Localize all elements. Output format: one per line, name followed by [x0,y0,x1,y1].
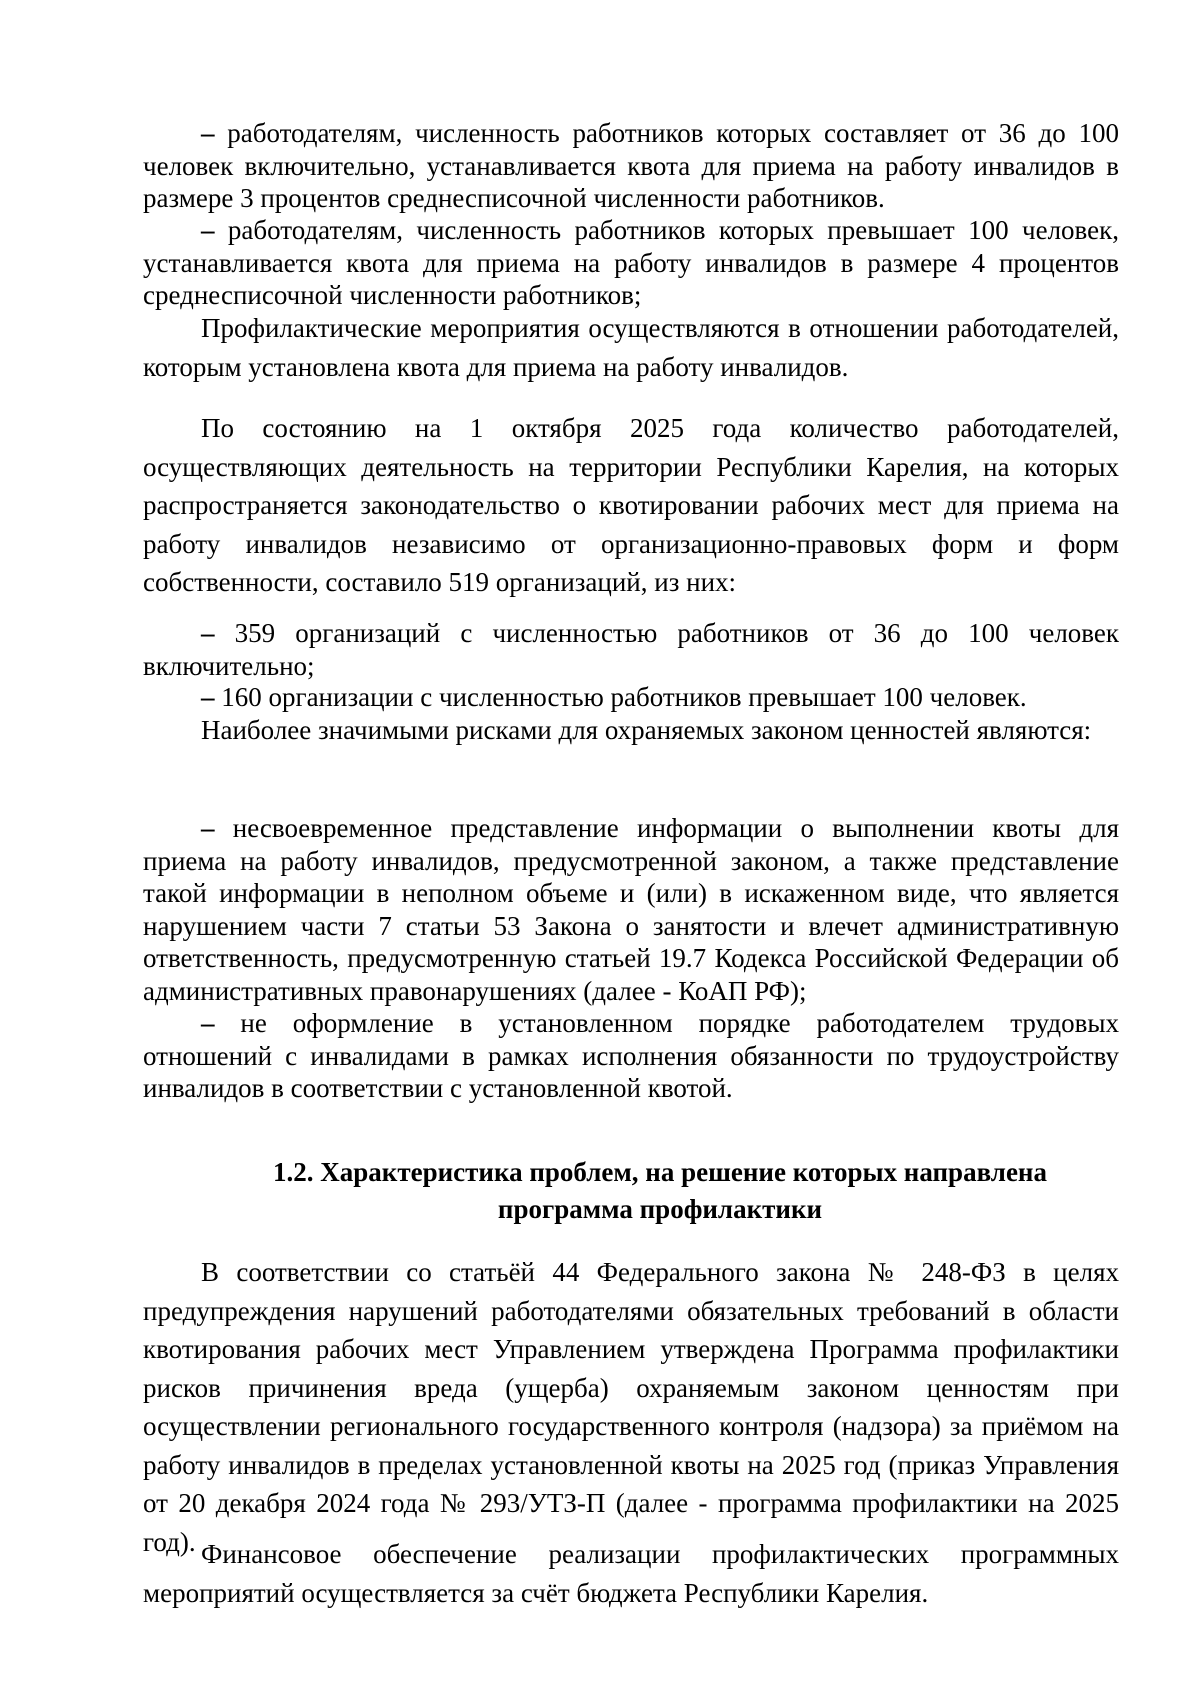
paragraph-text: несвоевременное представление информации о выполнении квоты для приема на работу инвалидов, предусмотренной законом, а также представление такой информации в неполном объеме и (или) в искаженном виде, что является нарушением части 7 статьи 53 Закона о занятости и влечет административную ответственность, предусмотренную статьей 19.7 Кодекса Российской Федерации об административных правонарушениях (далее - КоАП РФ); [143,813,1119,1006]
paragraph-risk-late-reporting [143,812,1119,1007]
paragraph-text: 359 организаций с численностью работников от 36 до 100 человек включительно; [143,618,1119,681]
paragraph-financing: Финансовое обеспечение реализации профилактических программных мероприятий осуществляется за счёт бюджета Республики Карелия. [143,1539,1119,1608]
section-heading-line1: 1.2. Характеристика проблем, на решение которых направлена [273,1157,1047,1187]
paragraph-text: 160 организации с численностью работников превышает 100 человек. [214,682,1027,712]
paragraph-employer-count: По состоянию на 1 октября 2025 года количество работодателей, осуществляющих деятельность на территории Республики Карелия, на которых распространяется законодательство о квотировании рабочих мест для приема на работу инвалидов независимо от организационно-правовых форм и форм собственности, составило 519 организаций, из них: [143,413,1119,597]
paragraph-orgs-over-100 [143,681,1119,714]
list-dash: – [201,118,215,148]
paragraph-orgs-36-100 [143,617,1119,682]
paragraph-quota-over-100 [143,214,1119,312]
paragraph-text: работодателям, численность работников которых превышает 100 человек, устанавливается квота для приема на работу инвалидов в размере 4 процентов среднесписочной численности работников; [143,215,1119,310]
paragraph-risk-no-employment [143,1007,1119,1105]
list-dash: – [201,813,215,843]
paragraph-significant-risks: Наиболее значимыми рисками для охраняемых законом ценностей являются: [201,715,1092,745]
list-dash: – [201,1008,215,1038]
list-dash: – [201,682,215,712]
list-dash: – [201,215,215,245]
section-heading-line2: программа профилактики [497,1194,823,1224]
list-dash: – [201,618,215,648]
paragraph-text: работодателям, численность работников которых составляет от 36 до 100 человек включительно, устанавливается квота для приема на работу инвалидов в размере 3 процентов среднесписочной численности работников. [143,118,1119,213]
paragraph-prevention-program: В соответствии со статьёй 44 Федерального закона № 248-ФЗ в целях предупреждения нарушений работодателями обязательных требований в области квотирования рабочих мест Управлением утверждена Программа профилактики рисков причинения вреда (ущерба) охраняемым законом ценностям при осуществлении регионального государственного контроля (надзора) за приёмом на работу инвалидов в пределах установленной квоты на 2025 год (приказ Управления от 20 декабря 2024 года № 293/УТЗ-П (далее - программа профилактики на 2025 год). [143,1257,1119,1557]
paragraph-text: не оформление в установленном порядке работодателем трудовых отношений с инвалидами в рамках исполнения обязанности по трудоустройству инвалидов в соответствии с установленной квотой. [143,1008,1119,1103]
paragraph-preventive-measures: Профилактические мероприятия осуществляются в отношении работодателей, которым установлена квота для приема на работу инвалидов. [143,313,1119,382]
section-heading [143,1154,1119,1228]
paragraph-quota-36-100 [143,117,1119,215]
